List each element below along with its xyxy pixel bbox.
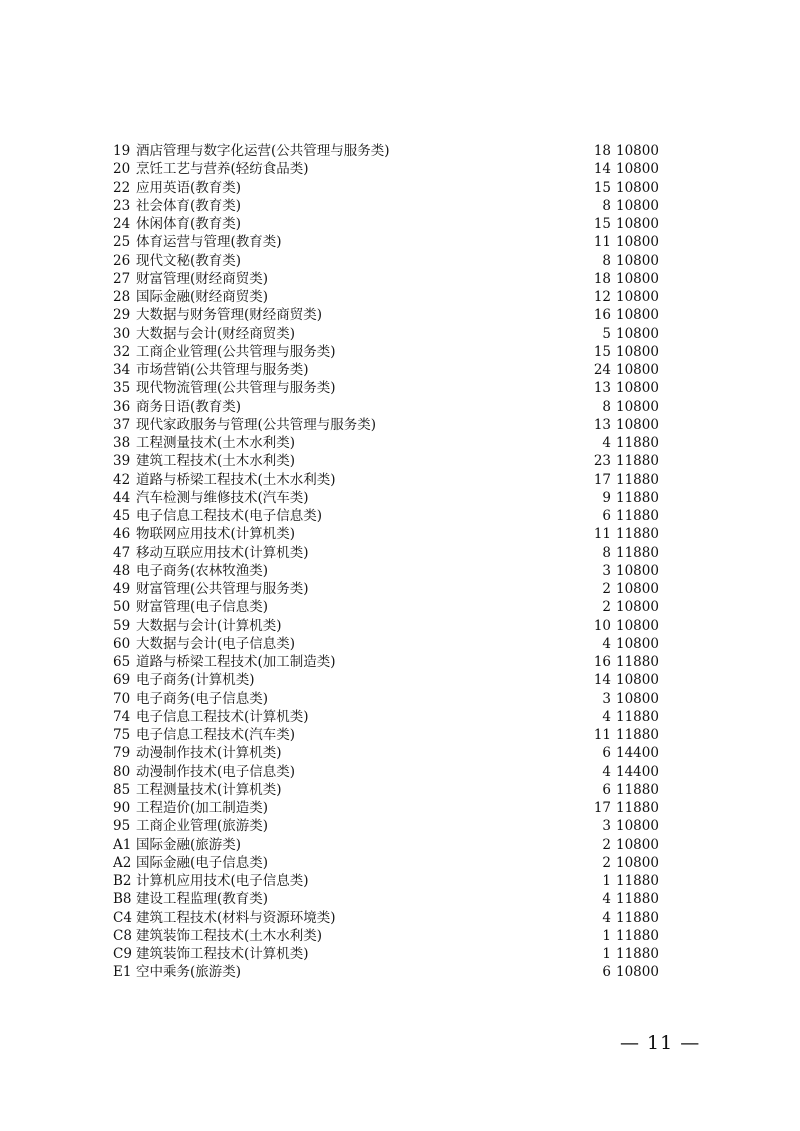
list-item	[113, 142, 673, 160]
tuition-fee: 10800	[616, 964, 659, 981]
tuition-fee: 11880	[616, 526, 659, 543]
program-code: C9	[113, 946, 132, 962]
program-code: 34	[113, 362, 131, 378]
list-item	[113, 963, 673, 981]
enrollment-count: 4	[602, 909, 611, 926]
enrollment-count: 4	[602, 891, 611, 908]
tuition-fee: 10800	[616, 836, 659, 853]
program-name: 应用英语(教育类)	[136, 179, 242, 196]
tuition-fee: 10800	[616, 325, 659, 342]
list-item	[113, 215, 673, 233]
enrollment-count: 2	[602, 854, 611, 871]
program-code: 50	[113, 599, 131, 616]
enrollment-count: 6	[602, 781, 611, 798]
program-code: C8	[113, 927, 132, 944]
program-code: 44	[113, 489, 131, 506]
program-name: 休闲体育(教育类)	[136, 216, 242, 232]
program-code: 28	[113, 289, 131, 305]
enrollment-count: 8	[602, 544, 611, 561]
enrollment-count: 16	[593, 654, 611, 670]
program-name: 建筑装饰工程技术(土木水利类)	[136, 927, 323, 944]
tuition-fee: 10800	[616, 216, 659, 232]
list-item	[113, 598, 673, 616]
program-list	[113, 142, 673, 982]
program-code: 47	[113, 544, 131, 561]
program-code: 49	[113, 581, 131, 597]
program-code: 90	[113, 800, 131, 816]
page-number: — 11 —	[620, 1032, 701, 1054]
program-name: 汽车检测与维修技术(汽车类)	[136, 489, 309, 506]
list-item	[113, 799, 673, 817]
tuition-fee: 10800	[616, 343, 659, 360]
enrollment-count: 17	[593, 471, 611, 488]
enrollment-count: 23	[593, 453, 611, 470]
list-item	[113, 781, 673, 799]
program-code: A2	[113, 854, 132, 871]
enrollment-count: 15	[593, 216, 611, 232]
program-code: 23	[113, 197, 131, 214]
tuition-fee: 10800	[616, 234, 659, 251]
program-name: 财富管理(公共管理与服务类)	[136, 581, 309, 597]
enrollment-count: 5	[602, 325, 611, 342]
program-name: 市场营销(公共管理与服务类)	[136, 362, 309, 378]
enrollment-count: 14	[593, 161, 611, 178]
program-code: 79	[113, 745, 131, 762]
list-item	[113, 945, 673, 963]
enrollment-count: 2	[602, 836, 611, 853]
program-name: 空中乘务(旅游类)	[136, 964, 242, 981]
tuition-fee: 10800	[616, 380, 659, 397]
tuition-fee: 11880	[616, 946, 659, 962]
list-item	[113, 471, 673, 489]
program-name: 国际金融(旅游类)	[136, 836, 242, 853]
program-name: 现代文秘(教育类)	[136, 252, 242, 269]
list-item	[113, 197, 673, 215]
list-item	[113, 233, 673, 251]
program-code: 85	[113, 781, 131, 798]
list-item	[113, 379, 673, 397]
enrollment-count: 11	[593, 727, 611, 743]
program-name: 现代家政服务与管理(公共管理与服务类)	[136, 416, 377, 433]
tuition-fee: 10800	[616, 672, 659, 689]
enrollment-count: 10	[593, 617, 611, 634]
program-name: 酒店管理与数字化运营(公共管理与服务类)	[136, 143, 390, 159]
program-name: 建筑工程技术(材料与资源环境类)	[136, 909, 336, 926]
enrollment-count: 4	[602, 763, 611, 780]
tuition-fee: 11880	[616, 435, 659, 451]
list-item	[113, 452, 673, 470]
tuition-fee: 11880	[616, 727, 659, 743]
program-name: 财富管理(财经商贸类)	[136, 270, 269, 287]
tuition-fee: 10800	[616, 581, 659, 597]
tuition-fee: 11880	[616, 909, 659, 926]
program-code: 46	[113, 526, 131, 543]
program-code: 60	[113, 635, 131, 652]
program-name: 社会体育(教育类)	[136, 197, 242, 214]
enrollment-count: 6	[602, 508, 611, 524]
tuition-fee: 14400	[616, 763, 659, 780]
program-code: 42	[113, 471, 131, 488]
program-code: 48	[113, 562, 131, 579]
list-item	[113, 854, 673, 872]
tuition-fee: 10800	[616, 270, 659, 287]
program-code: 30	[113, 325, 131, 342]
program-name: 商务日语(教育类)	[136, 398, 242, 415]
list-item	[113, 270, 673, 288]
tuition-fee: 10800	[616, 635, 659, 652]
tuition-fee: 10800	[616, 252, 659, 269]
program-name: 物联网应用技术(计算机类)	[136, 526, 296, 543]
enrollment-count: 11	[593, 526, 611, 543]
program-name: 大数据与财务管理(财经商贸类)	[136, 307, 323, 324]
list-item	[113, 306, 673, 324]
tuition-fee: 11880	[616, 873, 659, 889]
program-name: 移动互联应用技术(计算机类)	[136, 544, 309, 561]
program-code: 69	[113, 672, 131, 689]
program-name: 工程造价(加工制造类)	[136, 800, 269, 816]
program-name: 电子信息工程技术(汽车类)	[136, 727, 296, 743]
list-item	[113, 489, 673, 507]
program-code: 19	[113, 143, 131, 159]
enrollment-count: 18	[593, 143, 611, 159]
list-item	[113, 507, 673, 525]
program-name: 建筑装饰工程技术(计算机类)	[136, 946, 309, 962]
list-item	[113, 252, 673, 270]
enrollment-count: 6	[602, 964, 611, 981]
program-name: 大数据与会计(电子信息类)	[136, 635, 296, 652]
enrollment-count: 16	[593, 307, 611, 324]
program-name: 现代物流管理(公共管理与服务类)	[136, 380, 336, 397]
list-item	[113, 343, 673, 361]
tuition-fee: 10800	[616, 197, 659, 214]
enrollment-count: 4	[602, 708, 611, 725]
list-item	[113, 288, 673, 306]
program-code: 45	[113, 508, 131, 524]
enrollment-count: 8	[602, 197, 611, 214]
list-item	[113, 580, 673, 598]
program-code: 35	[113, 380, 131, 397]
tuition-fee: 10800	[616, 289, 659, 305]
enrollment-count: 3	[602, 818, 611, 835]
program-code: 29	[113, 307, 131, 324]
tuition-fee: 10800	[616, 599, 659, 616]
program-name: 建设工程监理(教育类)	[136, 891, 269, 908]
list-item	[113, 744, 673, 762]
program-code: 95	[113, 818, 131, 835]
tuition-fee: 11880	[616, 453, 659, 470]
program-code: 75	[113, 727, 131, 743]
program-name: 工程测量技术(土木水利类)	[136, 435, 296, 451]
enrollment-count: 24	[593, 362, 611, 378]
list-item	[113, 872, 673, 890]
enrollment-count: 15	[593, 343, 611, 360]
program-name: 国际金融(电子信息类)	[136, 854, 269, 871]
program-code: 39	[113, 453, 131, 470]
program-name: 电子信息工程技术(电子信息类)	[136, 508, 323, 524]
tuition-fee: 14400	[616, 745, 659, 762]
enrollment-count: 4	[602, 435, 611, 451]
program-name: 动漫制作技术(电子信息类)	[136, 763, 296, 780]
program-code: 32	[113, 343, 131, 360]
program-code: 20	[113, 161, 131, 178]
enrollment-count: 3	[602, 690, 611, 707]
list-item	[113, 160, 673, 178]
tuition-fee: 11880	[616, 471, 659, 488]
program-code: 65	[113, 654, 131, 670]
list-item	[113, 671, 673, 689]
tuition-fee: 10800	[616, 143, 659, 159]
tuition-fee: 11880	[616, 800, 659, 816]
program-code: 38	[113, 435, 131, 451]
program-name: 工程测量技术(计算机类)	[136, 781, 282, 798]
tuition-fee: 10800	[616, 161, 659, 178]
enrollment-count: 2	[602, 581, 611, 597]
tuition-fee: 10800	[616, 362, 659, 378]
program-name: 计算机应用技术(电子信息类)	[136, 873, 309, 889]
tuition-fee: 11880	[616, 781, 659, 798]
program-name: 大数据与会计(财经商贸类)	[136, 325, 296, 342]
enrollment-count: 18	[593, 270, 611, 287]
program-name: 体育运营与管理(教育类)	[136, 234, 282, 251]
enrollment-count: 13	[593, 416, 611, 433]
tuition-fee: 11880	[616, 544, 659, 561]
enrollment-count: 15	[593, 179, 611, 196]
list-item	[113, 836, 673, 854]
program-code: 26	[113, 252, 131, 269]
enrollment-count: 17	[593, 800, 611, 816]
tuition-fee: 10800	[616, 690, 659, 707]
program-code: 59	[113, 617, 131, 634]
program-name: 财富管理(电子信息类)	[136, 599, 269, 616]
enrollment-count: 1	[602, 873, 611, 889]
list-item	[113, 817, 673, 835]
enrollment-count: 1	[602, 946, 611, 962]
program-name: 动漫制作技术(计算机类)	[136, 745, 282, 762]
program-name: 烹饪工艺与营养(轻纺食品类)	[136, 161, 309, 178]
program-name: 工商企业管理(旅游类)	[136, 818, 269, 835]
list-item	[113, 726, 673, 744]
tuition-fee: 10800	[616, 562, 659, 579]
tuition-fee: 10800	[616, 179, 659, 196]
program-code: A1	[113, 836, 132, 853]
tuition-fee: 10800	[616, 818, 659, 835]
program-code: 74	[113, 708, 131, 725]
list-item	[113, 525, 673, 543]
list-item	[113, 617, 673, 635]
tuition-fee: 10800	[616, 617, 659, 634]
tuition-fee: 11880	[616, 927, 659, 944]
tuition-fee: 10800	[616, 416, 659, 433]
program-name: 电子商务(农林牧渔类)	[136, 562, 269, 579]
list-item	[113, 763, 673, 781]
program-code: E1	[113, 964, 132, 981]
enrollment-count: 6	[602, 745, 611, 762]
list-item	[113, 544, 673, 562]
list-item	[113, 708, 673, 726]
list-item	[113, 398, 673, 416]
list-item	[113, 361, 673, 379]
tuition-fee: 11880	[616, 508, 659, 524]
program-name: 电子信息工程技术(计算机类)	[136, 708, 309, 725]
enrollment-count: 1	[602, 927, 611, 944]
list-item	[113, 890, 673, 908]
list-item	[113, 416, 673, 434]
enrollment-count: 8	[602, 398, 611, 415]
program-code: C4	[113, 909, 132, 926]
program-name: 电子商务(计算机类)	[136, 672, 255, 689]
enrollment-count: 14	[593, 672, 611, 689]
program-code: 22	[113, 179, 131, 196]
program-code: 25	[113, 234, 131, 251]
program-code: 80	[113, 763, 131, 780]
program-code: B2	[113, 873, 132, 889]
program-name: 建筑工程技术(土木水利类)	[136, 453, 296, 470]
program-name: 工商企业管理(公共管理与服务类)	[136, 343, 336, 360]
list-item	[113, 179, 673, 197]
program-name: 道路与桥梁工程技术(加工制造类)	[136, 654, 336, 670]
tuition-fee: 10800	[616, 854, 659, 871]
list-item	[113, 690, 673, 708]
tuition-fee: 10800	[616, 307, 659, 324]
enrollment-count: 13	[593, 380, 611, 397]
program-code: 70	[113, 690, 131, 707]
list-item	[113, 635, 673, 653]
tuition-fee: 11880	[616, 891, 659, 908]
list-item	[113, 927, 673, 945]
program-code: 24	[113, 216, 131, 232]
program-code: B8	[113, 891, 132, 908]
tuition-fee: 11880	[616, 654, 659, 670]
enrollment-count: 12	[593, 289, 611, 305]
program-code: 27	[113, 270, 131, 287]
program-name: 大数据与会计(计算机类)	[136, 617, 282, 634]
list-item	[113, 909, 673, 927]
list-item	[113, 653, 673, 671]
tuition-fee: 11880	[616, 708, 659, 725]
enrollment-count: 8	[602, 252, 611, 269]
enrollment-count: 4	[602, 635, 611, 652]
enrollment-count: 11	[593, 234, 611, 251]
enrollment-count: 9	[602, 489, 611, 506]
enrollment-count: 2	[602, 599, 611, 616]
list-item	[113, 325, 673, 343]
program-code: 37	[113, 416, 131, 433]
list-item	[113, 562, 673, 580]
program-name: 国际金融(财经商贸类)	[136, 289, 269, 305]
enrollment-count: 3	[602, 562, 611, 579]
tuition-fee: 11880	[616, 489, 659, 506]
list-item	[113, 434, 673, 452]
program-name: 道路与桥梁工程技术(土木水利类)	[136, 471, 336, 488]
program-name: 电子商务(电子信息类)	[136, 690, 269, 707]
tuition-fee: 10800	[616, 398, 659, 415]
program-code: 36	[113, 398, 131, 415]
